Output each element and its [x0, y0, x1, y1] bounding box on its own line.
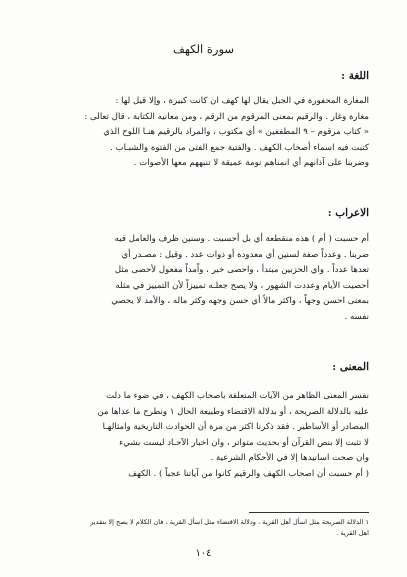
- paragraph-line: ضربنا . وعدداً صفة لسنين أي معدودة أو ذوات عدد . وقيل : مصـدر أي: [121, 249, 369, 260]
- paragraph-line: « كتاب مرقوم – ٩ المطففين » أي مكتوب ، والمراد بالرقيم هنـا اللوح الذي: [103, 127, 369, 137]
- section-heading-language: اللغة :: [341, 70, 369, 82]
- paragraph-line: مغارة وغار . والرقيم بمعنى المرقوم من الرقم ، ومن معانيه الكتابة ، قال تعالى :: [84, 111, 369, 122]
- footnote: [39, 517, 369, 539]
- paragraph-line: أم حسبت ( أم ) هذه منقطعة أي بل أحسبت . وسنين ظرف والعامل فيه: [114, 234, 369, 244]
- section-body-grammar: [39, 232, 369, 325]
- paragraph-line: المصادر أو الأساطير . فقد ذكرنا اكثر من مرة أن الحوادث التاريخية وامثالهـا: [102, 422, 369, 432]
- surah-title: سورة الكهف: [172, 42, 235, 56]
- section-heading-meaning: المعنى :: [332, 361, 369, 373]
- paragraph-line: عليه بالدلالة الصريحة ، أو بدلالة الاقتضاء وطبيعة الحال ١ ونطرح ما عداها من: [97, 406, 369, 417]
- footnote-divider: [249, 512, 369, 513]
- paragraph-line: لا تثبت إلا بنص القرآن أو بحديث متواتر ، وان اخبار الآحـاد ليست بشيء: [119, 437, 369, 448]
- section-body-meaning: [39, 389, 369, 482]
- paragraph-line: بمعنى احسن وجهاً ، واكثر مالاً أي حسن وجهه وكثر ماله ، والأمد لا يحصي: [111, 296, 369, 306]
- page-number: ١٠٤: [195, 548, 212, 559]
- paragraph-line: نفسه .: [344, 311, 369, 322]
- paragraph-line: المغارة المحفورة في الجبل يقال لها كهف ان كانت كبيرة ، وإلا قيل لها :: [115, 96, 369, 106]
- paragraph-line: كتبت فيه اسماء أصحاب الكهف . والفتية جمع الفتى من الفتوة والشبـاب .: [110, 142, 369, 153]
- paragraph-line: وان صحت اسانيدها إلا في الأحكام الشرعية .: [210, 453, 369, 463]
- section-heading-grammar: الاعراب :: [327, 207, 369, 219]
- footnote-line: اهل القرية .: [336, 529, 369, 537]
- paragraph-line: ( أم حسبت أن اصحاب الكهف والرقيم كانوا من آياتنا عجباً ) . الكهف: [128, 468, 369, 479]
- footnote-line: ١ الدلالة الصريحة مثل اسأل أهل القرية ، ودلالة الاقتضاء مثل اسأل القرية ، فان الكلام لا يصح إلا بتقدير: [90, 518, 369, 526]
- paragraph-line: وضربنا على آذانهم أي انمناهم نومة عميقة لا تنبههم معها الأصوات .: [133, 158, 369, 168]
- paragraph-line: نفسر المعنى الظاهر من الآيات المتعلقة باصحاب الكهف ، في ضوء ما دلت: [106, 391, 369, 401]
- section-body-language: [39, 94, 369, 172]
- paragraph-line: تعدها عدداً . واي الحزبين مبتدأ ، واحصى خبر ، واًمداً مفعول لأحصى مثل: [114, 265, 369, 275]
- paragraph-line: أحصيت الأيام وعددت الشهور ، ولا يصح جعلـه تمييزاً لأن التمييز في مثله: [115, 280, 369, 291]
